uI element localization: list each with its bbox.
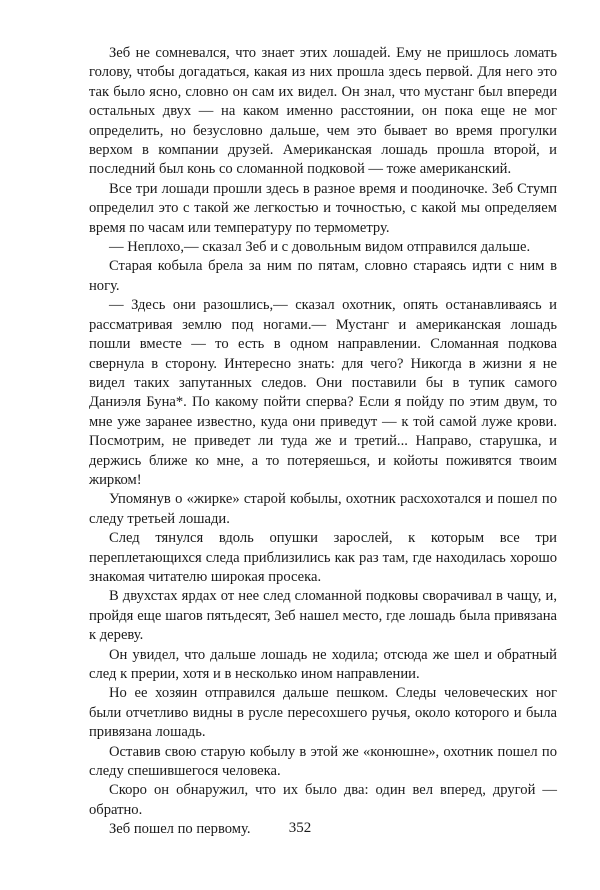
paragraph-12: Скоро он обнаружил, что их было два: один вел вперед, другой — обратно. [89,782,557,818]
paragraph-7: След тянулся вдоль опушки зарослей, к которым все три переплетающихся следа приблизились как раз там, где находилась хорошо знакомая читателю широкая просека. [89,530,557,585]
paragraph-13: Зеб пошел по первому. [109,821,251,838]
paragraph-1: Зеб не сомневался, что знает этих лошадей. Ему не пришлось ломать голову, чтобы догадаться, какая из них прошла здесь первой. Для него это так было ясно, словно он сам их видел. Он знал, что мустанг был впереди остальных двух — на каком именно расстоянии, он пока еще не мог определить, но безусловно дальше, чем это бывает во время прогулки верхом в компании друзей. Американская лошадь прошла второй, и последний был конь со сломанной подковой — тоже американский. [89,45,557,178]
paragraph-2: Все три лошади прошли здесь в разное время и поодиночке. Зеб Стумп определил это с такой же легкостью и точностью, с какой мы определяем время по часам или температуру по термометру. [89,180,557,236]
paragraph-8: В двухстах ярдах от нее след сломанной подковы сворачивал в чащу, и, пройдя еще шагов пятьдесят, Зеб нашел место, где лошадь была привязана к дереву. [89,588,557,644]
body-text [89,44,557,840]
paragraph-9: Он увидел, что дальше лошадь не ходила; отсюда же шел и обратный след к прерии, хотя и в несколько ином направлении. [89,646,557,682]
paragraph-5: — Здесь они разошлись,— сказал охотник, опять останавливаясь и рассматривая землю под ногами.— Мустанг и американская лошадь пошли вместе — то есть в одном направлении. Сломанная подкова свернула в сторону. Интересно знать: для чего? Никогда в жизни я не видел таких запутанных следов. Они поставили бы в тупик самого Даниэля Буна*. По какому пойти сперва? Если я пойду по этим двум, то мне уже заранее известно, куда они приведут — к той самой луже крови. Посмотрим, не приведет ли туда же и третий... Направо, старушка, и держись ближе ко мне, а то потеряешься, и койоты поживятся твоим жирком! [89,297,557,488]
paragraph-4: Старая кобыла брела за ним по пятам, словно стараясь идти с ним в ногу. [89,258,557,294]
paragraph-10: Но ее хозяин отправился дальше пешком. Следы человеческих ног были отчетливо видны в русле пересохшего ручья, около которого и была привязана лошадь. [89,685,557,741]
paragraph-3: — Неплохо,— сказал Зеб и с довольным видом отправился дальше. [109,239,531,256]
paragraph-6: Упомянув о «жирке» старой кобылы, охотник расхохотался и пошел по следу третьей лошади. [89,491,557,527]
paragraph-11: Оставив свою старую кобылу в этой же «конюшне», охотник пошел по следу спешившегося человека. [89,743,557,780]
page-number: 352 [288,820,312,836]
